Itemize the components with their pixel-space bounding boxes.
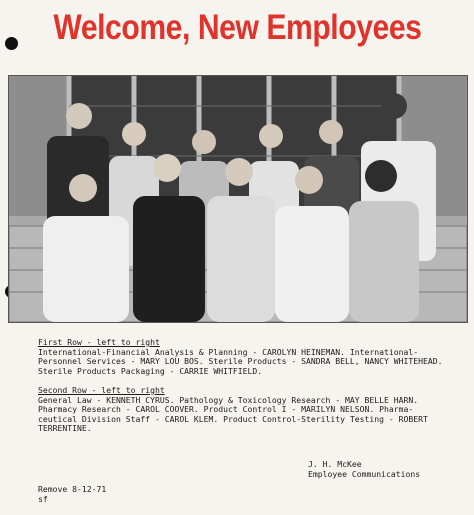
second-row-line: TERRENTINE. — [38, 423, 92, 434]
signature-name: J. H. McKee — [308, 459, 362, 469]
signature-department: Employee Communications — [308, 468, 421, 479]
first-row-line: International-Financial Analysis & Planning - CAROLYN HEINEMAN. International- — [38, 346, 419, 357]
first-row-line: Sterile Products Packaging - CARRIE WHITFIELD. — [38, 365, 263, 376]
headline: Welcome, New Employees — [53, 8, 422, 47]
signature-block — [308, 460, 420, 479]
second-row-line: ceutical Division Staff - CAROL KLEM. Product Control-Sterility Testing - ROBERT — [38, 413, 428, 424]
remove-date: Remove 8-12-71 — [38, 484, 107, 494]
second-row-line: Pharmacy Research - CAROL COOVER. Product Control I - MARILYN NELSON. Pharma- — [38, 404, 414, 415]
typist-initials: sf — [38, 493, 48, 504]
second-row-line: General Law - KENNETH CYRUS. Pathology & Toxicology Research - MAY BELLE HARN. — [38, 394, 419, 405]
punch-hole-top — [5, 37, 18, 50]
group-photo — [8, 75, 468, 323]
removal-note — [38, 485, 106, 504]
photo-caption — [38, 338, 468, 434]
group-photo-illustration — [9, 76, 467, 322]
first-row-line: Personnel Services - MARY LOU BOS. Sterile Products - SANDRA BELL, NANCY WHITEHEAD. — [38, 356, 443, 367]
second-row-heading: Second Row - left to right — [38, 384, 165, 395]
first-row-heading: First Row - left to right — [38, 337, 160, 347]
